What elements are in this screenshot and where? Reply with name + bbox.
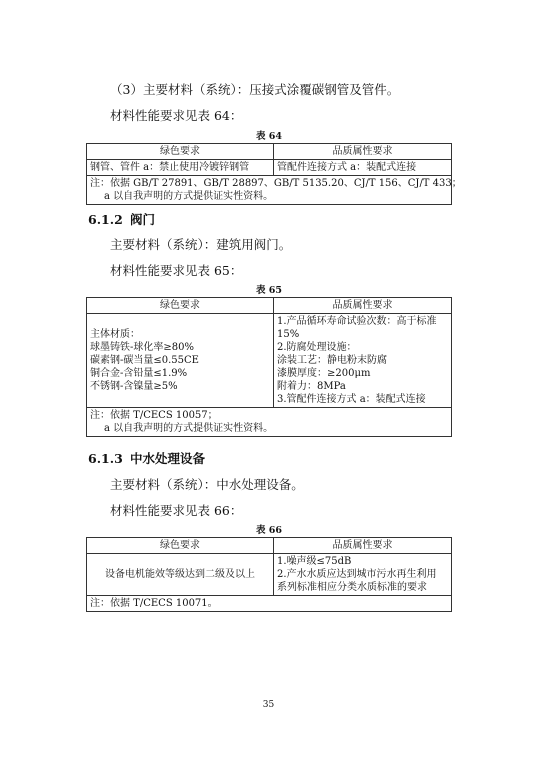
- table64: [86, 143, 462, 205]
- green-line: 不锈钢-含镍量≥5%: [90, 381, 178, 392]
- quality-line: 1.产品循环寿命试验次数：高于标准: [277, 316, 437, 327]
- material-statement: 主要材料（系统）：建筑用阀门。: [110, 237, 292, 252]
- section-number: 6.1.2: [88, 212, 123, 227]
- note-line: 注：依据 GB/T 27891、GB/T 28897、GB/T 5135.20、CJ/T 156、CJ/T 433；: [90, 178, 462, 189]
- note-line: a 以自我声明的方式提供证实性资料。: [104, 191, 274, 202]
- section-heading-6-1-3: [88, 451, 205, 467]
- green-line: 碳素钢-碳当量≤0.55CE: [90, 355, 199, 366]
- green-line: 球墨铸铁-球化率≥80%: [90, 342, 194, 353]
- table66: [86, 537, 452, 612]
- table-notes: [87, 408, 452, 437]
- green-requirement-cell: 设备电机能效等级达到二级及以上: [87, 554, 274, 596]
- quality-line: 2.产水水质应达到城市污水再生利用: [277, 569, 437, 580]
- table-notes-row: [87, 596, 452, 612]
- table66-caption: 表 66: [255, 525, 283, 536]
- header-quality-requirement: 品质属性要求: [274, 298, 452, 314]
- quality-requirement-cell: [274, 554, 452, 596]
- table-row: [87, 160, 452, 176]
- table-notes-row: [87, 176, 452, 205]
- table-row: [87, 314, 452, 408]
- green-line: 主体材质：: [90, 329, 140, 340]
- header-green-requirement: 绿色要求: [87, 144, 274, 160]
- quality-line: 系列标准相应分类水质标准的要求: [277, 582, 427, 593]
- note-line: a 以自我声明的方式提供证实性资料。: [104, 423, 274, 434]
- section-heading-6-1-2: [88, 212, 155, 228]
- header-green-requirement: 绿色要求: [87, 538, 274, 554]
- quality-requirement-cell: [274, 314, 452, 408]
- quality-line: 1.噪声级≤75dB: [277, 556, 352, 567]
- table64-caption: 表 64: [255, 131, 283, 142]
- section-title: 阀门: [130, 212, 156, 227]
- header-quality-requirement: 品质属性要求: [274, 538, 452, 554]
- note-line: 注：依据 T/CECS 10071。: [90, 598, 218, 609]
- table66-reference: 材料性能要求见表 66：: [110, 503, 243, 518]
- quality-line: 2.防腐处理设施：: [277, 342, 357, 353]
- table64-reference: 材料性能要求见表 64：: [110, 108, 243, 123]
- table-row: [87, 554, 452, 596]
- quality-line: 3.管配件连接方式 a：装配式连接: [277, 394, 426, 405]
- table-notes: [87, 176, 462, 205]
- table-header-row: [87, 298, 452, 314]
- page-number: 35: [262, 700, 275, 710]
- green-requirement-cell: 钢管、管件 a：禁止使用冷镀锌钢管: [87, 160, 274, 176]
- table-notes: [87, 596, 452, 612]
- table-notes-row: [87, 408, 452, 437]
- green-requirement-cell: [87, 314, 274, 408]
- header-green-requirement: 绿色要求: [87, 298, 274, 314]
- quality-line: 15%: [277, 329, 300, 340]
- green-line: 铜合金-含铅量≤1.9%: [90, 368, 188, 379]
- table-header-row: [87, 538, 452, 554]
- material-statement-3: （3）主要材料（系统）：压接式涂覆碳钢管及管件。: [110, 82, 400, 97]
- quality-requirement-cell: 管配件连接方式 a：装配式连接: [274, 160, 452, 176]
- quality-line: 漆膜厚度：≥200μm: [277, 368, 371, 379]
- section-title: 中水处理设备: [130, 451, 206, 466]
- material-statement: 主要材料（系统）：中水处理设备。: [110, 477, 304, 492]
- quality-line: 涂装工艺：静电粉末防腐: [277, 355, 387, 366]
- table-header-row: [87, 144, 452, 160]
- table65-caption: 表 65: [255, 285, 283, 296]
- table65: [86, 297, 452, 437]
- table65-reference: 材料性能要求见表 65：: [110, 263, 243, 278]
- note-line: 注：依据 T/CECS 10057；: [90, 410, 218, 421]
- quality-line: 附着力：8MPa: [277, 381, 346, 392]
- header-quality-requirement: 品质属性要求: [274, 144, 452, 160]
- section-number: 6.1.3: [88, 451, 123, 466]
